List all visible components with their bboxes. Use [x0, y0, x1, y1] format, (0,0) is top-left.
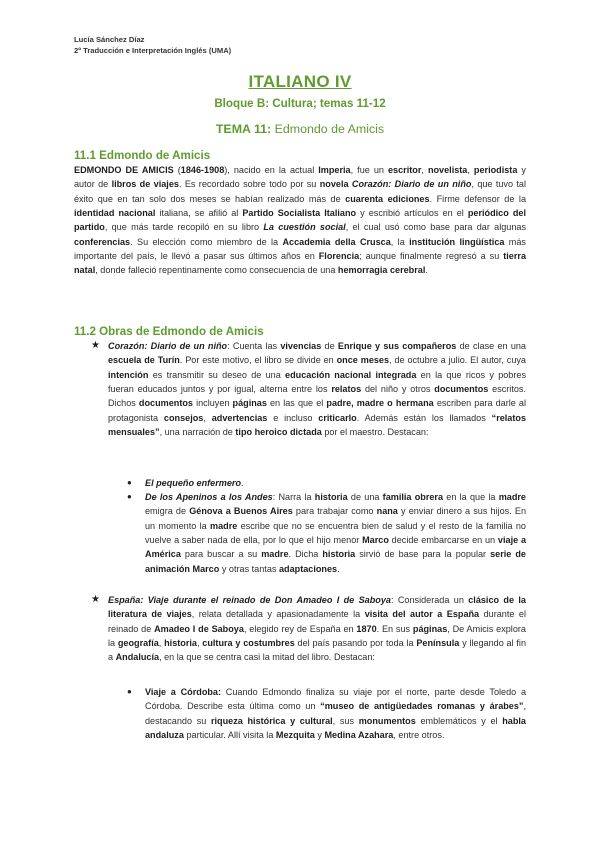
tema-label: TEMA 11:: [215, 122, 272, 136]
section-1-paragraph: EDMONDO DE AMICIS (1846-1908), nacido en la actual Imperia, fue un escritor, novelista, periodista y autor de libros de viajes. Es recordado sobre todo por su novela Corazón: Diario de un niño, que tuvo tal éxito que en tan solo dos meses se habían realizado más de cuarenta ediciones. Firme defensor de la identidad nacional italiana, se afilió al Partido Socialista Italiano y escribió artículos en el periódico del partido, que más tarde recopiló en su libro La cuestión social, el cual usó como base para dar algunas conferencias. Su elección como miembro de la Accademia della Crusca, la institución lingüística más importante del país, le llevó a pasar sus últimos años en Florencia; aunque finalmente regresó a su tierra natal, donde falleció repentinamente como consecuencia de una hemorragia cerebral.: [74, 165, 527, 276]
section-heading-11-2: 11.2 Obras de Edmondo de Amicis: [74, 325, 264, 338]
course-name: 2º Traducción e Interpretación Inglés (UMA): [74, 46, 232, 55]
section-heading-11-1: 11.1 Edmondo de Amicis: [74, 149, 211, 162]
circle-bullet-icon: ●: [127, 478, 132, 487]
document-subtitle: Bloque B: Cultura; temas 11-12: [214, 97, 386, 110]
document-title: ITALIANO IV: [248, 72, 352, 91]
tema-name: Edmondo de Amicis: [274, 122, 385, 136]
tema-heading: [0, 122, 600, 136]
circle-bullet-icon: ●: [127, 492, 132, 501]
document-header: [74, 34, 231, 56]
sublist-item-pequeno-enfermero: El pequeño enfermero.: [145, 478, 244, 488]
list-item-espana: España: Viaje durante el reinado de Don Amadeo I de Saboya: Considerada un clásico de la literatura de viajes, relata detallada y apasionadamente la visita del autor a España durante el reinado de Amadeo I de Saboya, elegido rey de España en 1870. En sus páginas, De Amicis explora la geografía, historia, cultura y costumbres del país pasando por toda la Península y llegando al fin a Andalucía, en la que se centra casi la mitad del libro. Destacan:: [108, 595, 527, 663]
sublist-item-apeninos-andes: De los Apeninos a los Andes: Narra la historia de una familia obrera en la que la madre emigra de Génova a Buenos Aires para trabajar como nana y enviar dinero a sus hijos. En un momento la madre escribe que no se encuentra bien de salud y el resto de la familia no vuelve a saber nada de ella, por lo que el hijo menor Marco decide embarcarse en un viaje a América para buscar a su madre. Dicha historia sirvió de base para la popular serie de animación Marco y otras tantas adaptaciones.: [145, 492, 527, 574]
circle-bullet-icon: ●: [127, 687, 132, 696]
sublist-item-viaje-cordoba: Viaje a Córdoba: Cuando Edmondo finaliza su viaje por el norte, parte desde Toledo a Córdoba. Describe esta última como un “museo de antigüedades romanas y árabes”, destacando su riqueza histórica y cultural, sus monumentos emblemáticos y el habla andaluza particular. Allí visita la Mezquita y Medina Azahara, entre otros.: [145, 687, 527, 741]
star-bullet-icon: ★: [91, 340, 100, 351]
star-bullet-icon: ★: [91, 594, 100, 605]
list-item-corazon: Corazón: Diario de un niño: Cuenta las vivencias de Enrique y sus compañeros de clase en una escuela de Turín. Por este motivo, el libro se divide en once meses, de octubre a julio. El autor, cuya intención es transmitir su deseo de una educación nacional integrada en la que ricos y pobres fueran educados juntos y por igual, alterna entre los relatos del niño y otros documentos escritos. Dichos documentos incluyen páginas en las que el padre, madre o hermana escriben para darle al protagonista consejos, advertencias e incluso criticarlo. Además están los llamados “relatos mensuales”, una narración de tipo heroico dictada por el maestro. Destacan:: [108, 341, 527, 438]
author-name: Lucía Sánchez Díaz: [74, 35, 145, 44]
